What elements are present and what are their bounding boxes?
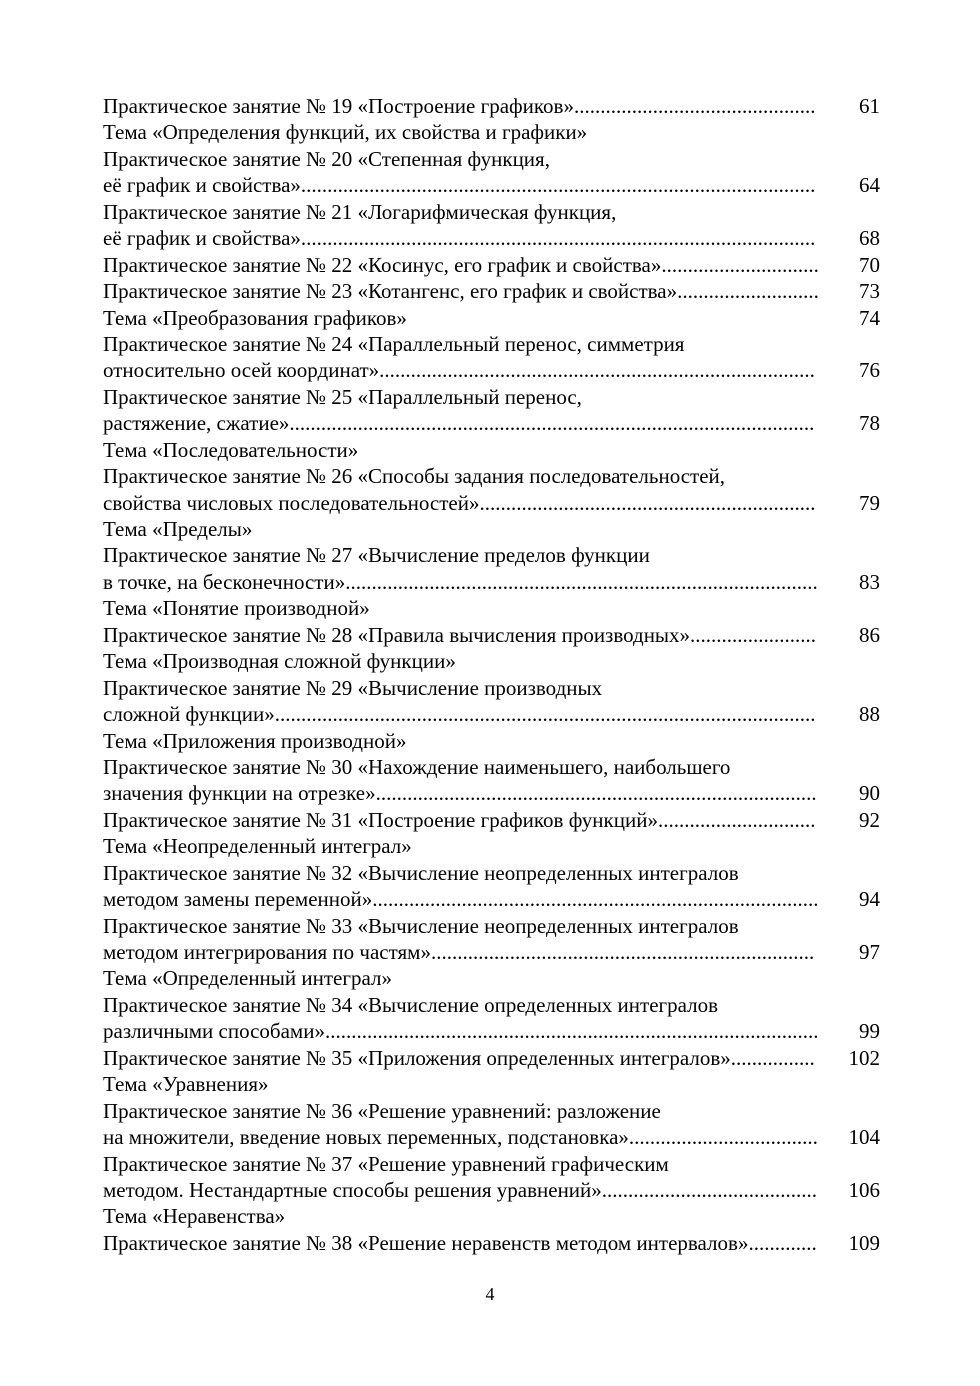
toc-entry (103, 1151, 883, 1177)
toc-entry-page: 102 (848, 1045, 880, 1070)
toc-entry (103, 754, 883, 780)
toc-entry-page: 92 (859, 807, 880, 832)
toc-entry (103, 1098, 883, 1124)
toc-entry-page: 99 (859, 1019, 880, 1044)
toc-entry-text: Тема «Уравнения» (103, 1072, 269, 1097)
toc-entry (103, 860, 883, 886)
toc-entry-page: 109 (848, 1230, 880, 1255)
toc-entry-text: её график и свойства».................................................................................................. (103, 173, 816, 198)
toc-entry-text: Тема «Неравенства» (103, 1204, 286, 1229)
toc-entry-text: её график и свойства».................................................................................................. (103, 226, 816, 251)
toc-entry (103, 1124, 883, 1150)
toc-entry (103, 886, 883, 912)
toc-entry (103, 410, 883, 436)
toc-entry-text: Тема «Последовательности» (103, 437, 359, 462)
toc-entry-text: Тема «Определения функций, их свойства и графики» (103, 120, 588, 145)
toc-entry (103, 305, 883, 331)
toc-entry (103, 1177, 883, 1203)
table-of-contents (103, 93, 883, 1256)
toc-entry-page: 74 (859, 305, 880, 330)
toc-entry (103, 807, 883, 833)
toc-entry (103, 780, 883, 806)
toc-entry-text: в точке, на бесконечности».......................................................................................... (103, 569, 818, 594)
toc-entry (103, 252, 883, 278)
toc-entry-page: 79 (859, 490, 880, 515)
toc-entry (103, 119, 883, 145)
toc-entry-text: Практическое занятие № 25 «Параллельный перенос, (103, 384, 582, 409)
toc-entry (103, 913, 883, 939)
toc-entry-text: методом интегрирования по частям»......................................................................... (103, 940, 815, 964)
toc-entry (103, 1071, 883, 1097)
toc-entry-text: Практическое занятие № 23 «Котангенс, его график и свойства»........................... (103, 279, 819, 304)
toc-entry (103, 1203, 883, 1229)
toc-entry-text: Практическое занятие № 37 «Решение уравнений графическим (103, 1151, 669, 1176)
toc-entry-text: Тема «Пределы» (103, 517, 253, 541)
toc-entry-text: Практическое занятие № 35 «Приложения определенных интегралов»................ (103, 1045, 815, 1070)
toc-entry (103, 199, 883, 225)
toc-entry-text: Практическое занятие № 26 «Способы задания последовательностей, (103, 464, 726, 489)
toc-entry (103, 463, 883, 489)
toc-entry-text: Практическое занятие № 20 «Степенная функция, (103, 146, 550, 171)
toc-entry-text: Практическое занятие № 24 «Параллельный перенос, симметрия (103, 331, 685, 356)
toc-entry (103, 490, 883, 516)
toc-entry-text: Практическое занятие № 32 «Вычисление неопределенных интегралов (103, 860, 739, 885)
toc-entry-text: Практическое занятие № 29 «Вычисление производных (103, 675, 603, 700)
toc-entry-text: значения функции на отрезке».................................................................................... (103, 781, 817, 806)
toc-entry (103, 701, 883, 727)
toc-entry (103, 569, 883, 595)
toc-entry-text: Тема «Понятие производной» (103, 596, 370, 621)
toc-entry-text: Практическое занятие № 36 «Решение уравнений: разложение (103, 1098, 661, 1123)
toc-entry-text: Практическое занятие № 34 «Вычисление определенных интегралов (103, 992, 719, 1017)
toc-entry (103, 1230, 883, 1256)
toc-entry (103, 331, 883, 357)
toc-entry-text: Практическое занятие № 38 «Решение неравенств методом интервалов»............. (103, 1230, 817, 1255)
toc-entry (103, 833, 883, 859)
toc-entry-text: относительно осей координат»................................................................................... (103, 358, 815, 383)
toc-entry (103, 1045, 883, 1071)
toc-entry-text: Тема «Неопределенный интеграл» (103, 834, 412, 859)
toc-entry-page: 106 (848, 1177, 880, 1202)
toc-entry-text: Практическое занятие № 22 «Косинус, его график и свойства».............................. (103, 252, 819, 277)
toc-entry (103, 595, 883, 621)
toc-entry (103, 278, 883, 304)
toc-entry (103, 965, 883, 991)
toc-entry-text: Практическое занятие № 19 «Построение графиков».............................................. (103, 94, 816, 118)
toc-entry (103, 384, 883, 410)
toc-entry-text: Тема «Производная сложной функции» (103, 649, 456, 674)
toc-entry-text: сложной функции»....................................................................................................... (103, 702, 816, 727)
toc-entry (103, 516, 883, 542)
toc-entry (103, 675, 883, 701)
toc-entry-text: различными способами».............................................................................................. (103, 1019, 819, 1044)
toc-entry-text: Практическое занятие № 21 «Логарифмическая функция, (103, 199, 617, 224)
toc-entry (103, 93, 883, 119)
toc-entry-text: методом. Нестандартные способы решения уравнений»......................................... (103, 1177, 818, 1202)
toc-entry (103, 146, 883, 172)
toc-entry-text: Тема «Приложения производной» (103, 728, 407, 753)
toc-entry-page: 97 (859, 940, 880, 964)
toc-entry-page: 68 (859, 226, 880, 251)
toc-entry-text: Тема «Преобразования графиков» (103, 305, 407, 330)
toc-entry-page: 73 (859, 279, 880, 304)
toc-entry (103, 1018, 883, 1044)
toc-entry-page: 83 (859, 569, 880, 594)
toc-entry (103, 728, 883, 754)
toc-entry-page: 88 (859, 702, 880, 727)
toc-entry (103, 992, 883, 1018)
toc-entry-text: растяжение, сжатие».................................................................................................... (103, 411, 815, 436)
toc-entry-page: 70 (859, 252, 880, 277)
toc-entry-page: 78 (859, 411, 880, 436)
toc-entry (103, 437, 883, 463)
toc-entry (103, 648, 883, 674)
toc-entry-page: 90 (859, 781, 880, 806)
toc-entry (103, 225, 883, 251)
toc-entry-page: 61 (859, 94, 880, 118)
toc-entry (103, 172, 883, 198)
toc-entry (103, 939, 883, 965)
toc-entry-page: 64 (859, 173, 880, 198)
toc-entry-text: Практическое занятие № 31 «Построение графиков функций».............................. (103, 807, 816, 832)
toc-entry-text: Практическое занятие № 30 «Нахождение наименьшего, наибольшего (103, 754, 731, 779)
toc-entry-text: свойства числовых последовательностей»................................................................ (103, 490, 816, 515)
toc-entry-text: Практическое занятие № 33 «Вычисление неопределенных интегралов (103, 913, 739, 938)
toc-entry-page: 76 (859, 358, 880, 383)
toc-entry-text: Практическое занятие № 27 «Вычисление пределов функции (103, 543, 650, 568)
toc-entry-text: Практическое занятие № 28 «Правила вычисления производных»........................ (103, 622, 817, 647)
toc-entry-page: 104 (848, 1125, 880, 1150)
toc-entry-text: методом замены переменной»..................................................................................... (103, 887, 819, 912)
toc-entry-page: 86 (859, 622, 880, 647)
toc-entry-page: 94 (859, 887, 880, 912)
toc-entry (103, 622, 883, 648)
toc-entry-text: Тема «Определенный интеграл» (103, 966, 392, 991)
page-number: 4 (485, 1284, 495, 1304)
toc-entry-text: на множители, введение новых переменных, подстановка».................................... (103, 1125, 818, 1150)
toc-entry (103, 357, 883, 383)
toc-entry (103, 542, 883, 568)
